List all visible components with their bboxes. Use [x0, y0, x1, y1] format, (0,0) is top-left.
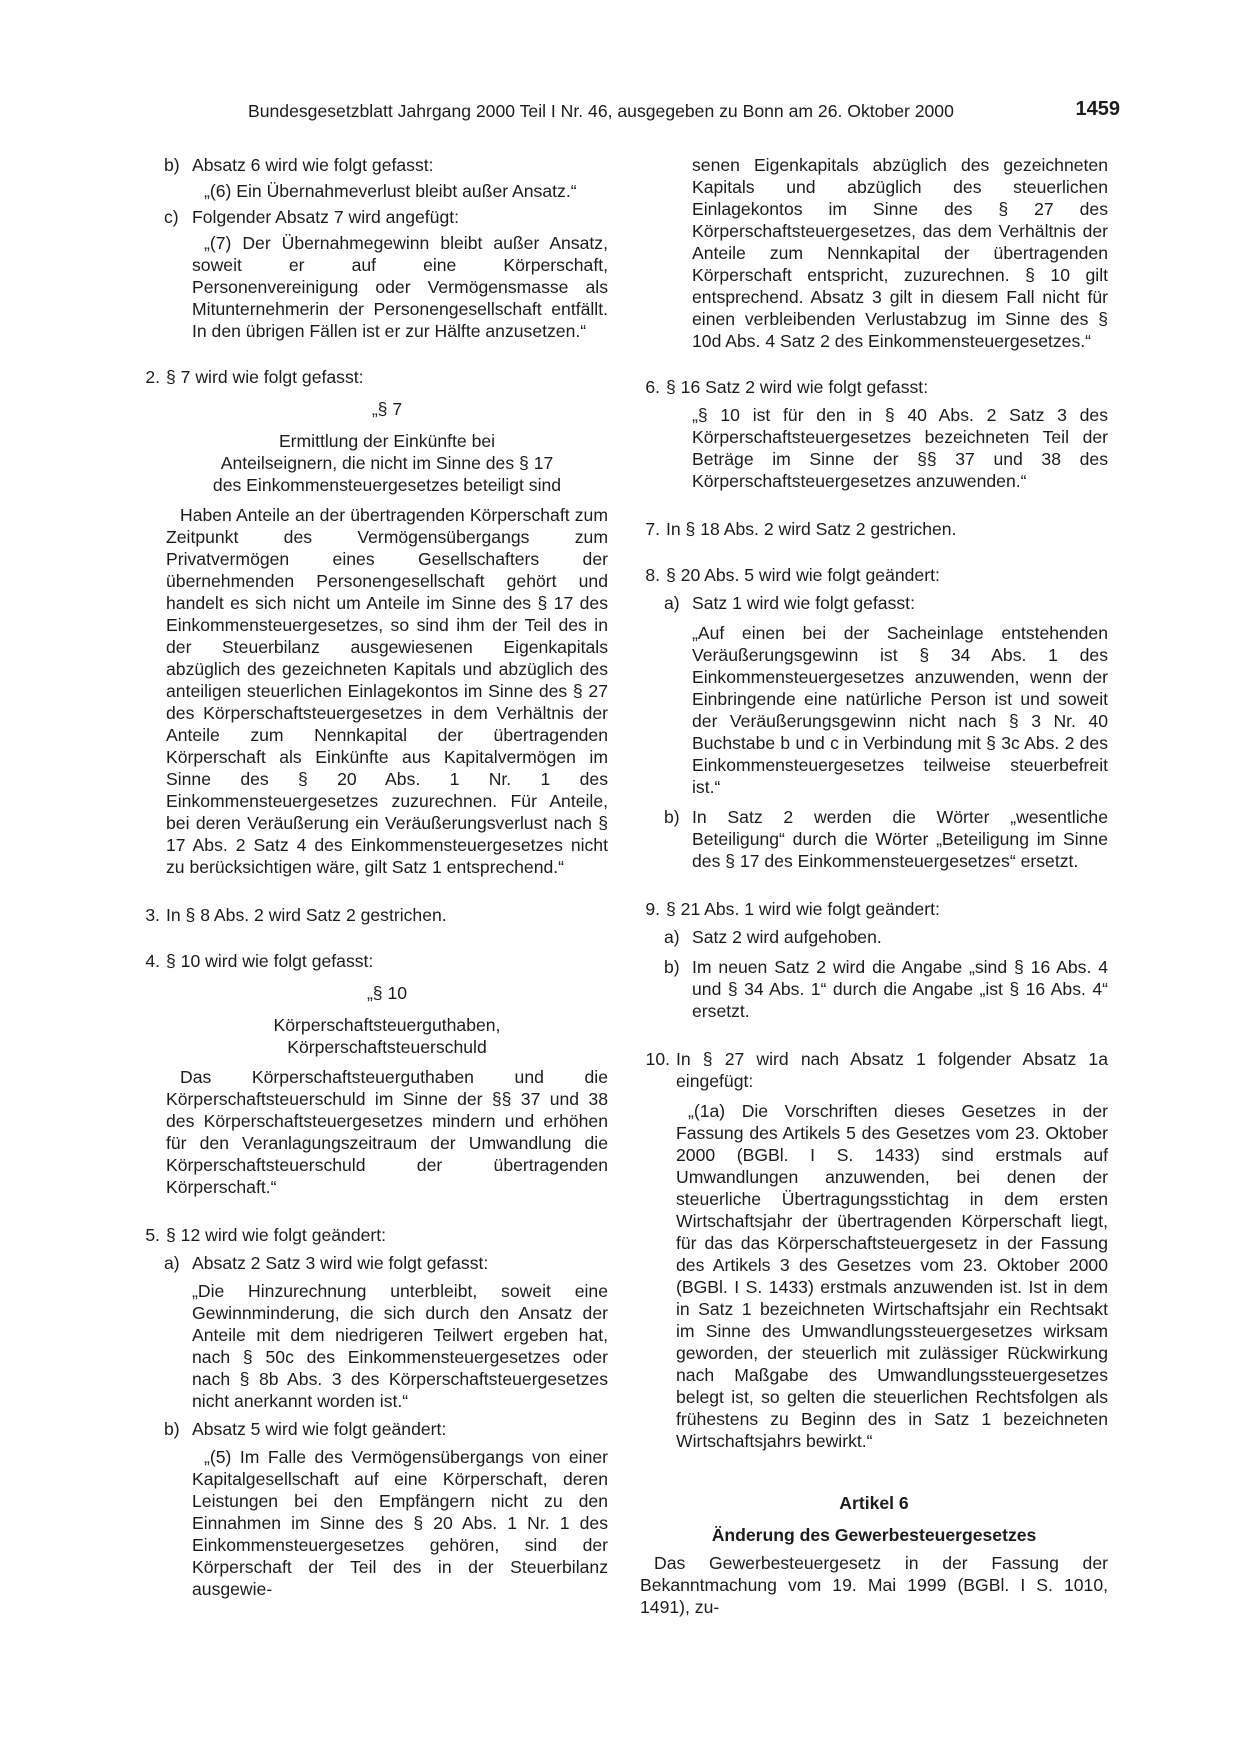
- amendment-a-satz-1: [640, 592, 1108, 614]
- item-text: § 7 wird wie folgt gefasst:: [166, 367, 364, 387]
- right-column: [640, 154, 1108, 1618]
- item-label: 8.: [645, 565, 660, 585]
- item-4: [140, 950, 608, 972]
- item-text: Absatz 5 wird wie folgt geändert:: [192, 1419, 447, 1439]
- section-body: Haben Anteile an der übertragenden Körperschaft zum Zeitpunkt des Vermögensübergangs zum Privatvermögen eines Gesellschafters der übernehmenden Personengesellschaft gehört und handelt es sich nicht um Anteile im Sinne des § 17 des Einkommensteuergesetzes, so sind ihm der Teil des in der Steuerbilanz ausgewiesenen Eigenkapitals abzüglich des gezeichneten Kapitals und abzüglich des anteiligen steuerlichen Einlagekontos im Sinne des § 27 des Körperschaftsteuergesetzes in dem Verhältnis der Anteile zum Nennkapital der übertragenden Körperschaft als Einkünfte aus Kapitalvermögen im Sinne des § 20 Abs. 1 Nr. 1 des Einkommensteuergesetzes zuzurechnen. Für Anteile, bei deren Veräußerung ein Veräußerungsverlust nach § 17 Abs. 2 Satz 4 des Einkommensteuergesetzes nicht zu berücksichtigen wäre, gilt Satz 1 entsprechend.“: [166, 505, 608, 877]
- quote-absatz-6: „(6) Ein Übernahmeverlust bleibt außer Ansatz.“: [204, 181, 577, 201]
- item-text: In § 27 wird nach Absatz 1 folgender Absatz 1a eingefügt:: [676, 1049, 1108, 1091]
- item-8: [640, 564, 1108, 586]
- section-body: Das Körperschaftsteuerguthaben und die Körperschaftsteuerschuld im Sinne der §§ 37 und 38 des Körperschaftsteuergesetzes mindern und erhöhen für den Veranlagungszeitraum der Umwandlung die Körperschaftsteuerschuld der übertragenden Körperschaft.“: [166, 1067, 608, 1197]
- item-text: Im neuen Satz 2 wird die Angabe „sind § 16 Abs. 4 und § 34 Abs. 1“ durch die Angabe „ist § 16 Abs. 4“ ersetzt.: [692, 957, 1108, 1021]
- section-number: „§ 7: [371, 399, 403, 419]
- item-text: In § 8 Abs. 2 wird Satz 2 gestrichen.: [166, 905, 447, 925]
- item-3: [140, 904, 608, 926]
- item-label: 10.: [645, 1049, 670, 1069]
- item-label: 9.: [645, 899, 660, 919]
- item-5: [140, 1224, 608, 1246]
- item-2: [140, 366, 608, 388]
- quote-absatz-5: „(5) Im Falle des Vermögensübergangs von einer Kapitalgesellschaft auf eine Körperschaft, deren Leistungen bei den Empfängern nicht zu den Einnahmen im Sinne des § 20 Abs. 1 Nr. 1 des Einkommensteuergesetzes gehören, sind der Körperschaft der Teil des in der Steuerbilanz ausgewie-: [192, 1447, 608, 1599]
- item-label: 4.: [145, 951, 160, 971]
- item-6: [640, 376, 1108, 398]
- amendment-c-absatz-7: [140, 206, 608, 228]
- amendment-a-satz-2: [640, 926, 1108, 948]
- page-header: [0, 100, 1240, 128]
- item-10: [640, 1048, 1108, 1092]
- quote-item-6: „§ 10 ist für den in § 40 Abs. 2 Satz 3 des Körperschaftsteuergesetzes bezeichneten Teil der Beträge im Sinne der §§ 37 und 38 des Körperschaftsteuergesetzes anzuwenden.“: [692, 405, 1108, 491]
- left-column: [140, 154, 608, 1600]
- quote-absatz-1a: „(1a) Die Vorschriften dieses Gesetzes in der Fassung des Artikels 5 des Gesetzes vom 23. Oktober 2000 (BGBl. I S. 1433) sind erstmals auf Umwandlungen anzuwenden, bei denen der steuerliche Übertragungsstichtag in dem ersten Wirtschaftsjahr der übertragenden Körperschaft liegt, für das das Körperschaftsteuergesetz in der Fassung des Artikels 3 des Gesetzes vom 23. Oktober 2000 (BGBl. I S. 1433) erstmals anzuwenden ist. Ist in dem in Satz 1 bezeichneten Wirtschaftsjahr ein Rechtsakt im Sinne des Umwandlungssteuergesetzes wirksam geworden, der steuerlich mit zulässiger Rückwirkung nach Maßgabe des Umwandlungssteuergesetzes belegt ist, so gelten die steuerlichen Rechtsfolgen als frühestens zu Beginn des in Satz 1 bezeichneten Wirtschaftsjahrs bewirkt.“: [676, 1101, 1108, 1451]
- item-text: Absatz 6 wird wie folgt gefasst:: [192, 155, 434, 175]
- running-head: Bundesgesetzblatt Jahrgang 2000 Teil I Nr. 46, ausgegeben zu Bonn am 26. Oktober 2000: [248, 101, 954, 121]
- item-text: § 16 Satz 2 wird wie folgt gefasst:: [666, 377, 929, 397]
- item-label: a): [664, 927, 680, 947]
- item-label: c): [164, 207, 179, 227]
- item-text: § 21 Abs. 1 wird wie folgt geändert:: [666, 899, 940, 919]
- item-text: § 10 wird wie folgt gefasst:: [166, 951, 374, 971]
- section-heading-line: Körperschaftsteuerguthaben,: [273, 1015, 501, 1035]
- item-text: In § 18 Abs. 2 wird Satz 2 gestrichen.: [666, 519, 957, 539]
- item-label: b): [164, 155, 180, 175]
- quote-absatz-2: „Die Hinzurechnung unterbleibt, soweit eine Gewinnminderung, die sich durch den Ansatz der Anteile mit dem niedrigeren Teilwert ergeben hat, nach § 50c des Einkommensteuergesetzes oder nach § 8b Abs. 3 des Körperschaftsteuergesetzes nicht anerkannt worden ist.“: [192, 1281, 608, 1411]
- quote-absatz-7: „(7) Der Übernahmegewinn bleibt außer Ansatz, soweit er auf eine Körperschaft, Personenvereinigung oder Vermögensmasse als Mitunternehmerin der Personengesellschaft entfällt. In den übrigen Fällen ist er zur Hälfte anzusetzen.“: [192, 233, 608, 341]
- item-text: Absatz 2 Satz 3 wird wie folgt gefasst:: [192, 1253, 489, 1273]
- section-number: „§ 10: [366, 983, 408, 1003]
- page-number: 1459: [1075, 98, 1120, 120]
- item-label: a): [664, 593, 680, 613]
- item-label: 6.: [645, 377, 660, 397]
- section-heading-line: Anteilseignern, die nicht im Sinne des § 17: [220, 453, 554, 473]
- item-label: b): [664, 807, 680, 827]
- item-text: Satz 1 wird wie folgt gefasst:: [692, 593, 915, 613]
- item-text: Folgender Absatz 7 wird angefügt:: [192, 207, 460, 227]
- item-label: b): [664, 957, 680, 977]
- quote-satz-1: „Auf einen bei der Sacheinlage entstehenden Veräußerungsgewinn ist § 34 Abs. 1 des Einkommensteuergesetzes anzuwenden, wenn der Einbringende eine natürliche Person ist und soweit der Veräußerungsgewinn nicht nach § 3 Nr. 40 Buchstabe b und c in Verbindung mit § 3c Abs. 2 des Einkommensteuergesetzes teilweise steuerbefreit ist.“: [692, 623, 1108, 797]
- article-body: Das Gewerbesteuergesetz in der Fassung der Bekanntmachung vom 19. Mai 1999 (BGBl. I S. 1010, 1491), zu-: [640, 1553, 1108, 1617]
- item-text: Satz 2 wird aufgehoben.: [692, 927, 882, 947]
- item-label: 5.: [145, 1225, 160, 1245]
- amendment-b-neuer-satz-2: [640, 956, 1108, 1022]
- amendment-a-absatz-2: [140, 1252, 608, 1274]
- section-heading-line: Ermittlung der Einkünfte bei: [278, 431, 496, 451]
- item-text: § 20 Abs. 5 wird wie folgt geändert:: [666, 565, 940, 585]
- item-label: 2.: [145, 367, 160, 387]
- item-text: § 12 wird wie folgt geändert:: [166, 1225, 387, 1245]
- item-label: b): [164, 1419, 180, 1439]
- item-7: [640, 518, 1108, 540]
- amendment-b-satz-2: [640, 806, 1108, 872]
- article-subtitle: Änderung des Gewerbesteuergesetzes: [711, 1525, 1037, 1545]
- article-title: Artikel 6: [839, 1493, 909, 1513]
- section-heading-line: des Einkommensteuergesetzes beteiligt sind: [212, 475, 562, 495]
- quote-continuation: senen Eigenkapitals abzüglich des gezeichneten Kapitals und abzüglich des steuerlichen Einlagekontos im Sinne des § 27 des Körperschaftsteuergesetzes, das dem Verhältnis der Anteile zum Nennkapital der übertragenden Körperschaft entspricht, zuzurechnen. § 10 gilt entsprechend. Absatz 3 gilt in diesem Fall nicht für einen verbleibenden Verlustabzug im Sinne des § 10d Abs. 4 Satz 2 des Einkommensteuergesetzes.“: [692, 155, 1108, 351]
- section-heading-line: Körperschaftsteuerschuld: [287, 1037, 487, 1057]
- amendment-b-absatz-5: [140, 1418, 608, 1440]
- amendment-b-absatz-6: [140, 154, 608, 176]
- item-9: [640, 898, 1108, 920]
- item-label: a): [164, 1253, 180, 1273]
- item-label: 3.: [145, 905, 160, 925]
- item-label: 7.: [645, 519, 660, 539]
- item-text: In Satz 2 werden die Wörter „wesentliche Beteiligung“ durch die Wörter „Beteiligung im Sinne des § 17 des Einkommensteuergesetzes“ ersetzt.: [692, 807, 1108, 871]
